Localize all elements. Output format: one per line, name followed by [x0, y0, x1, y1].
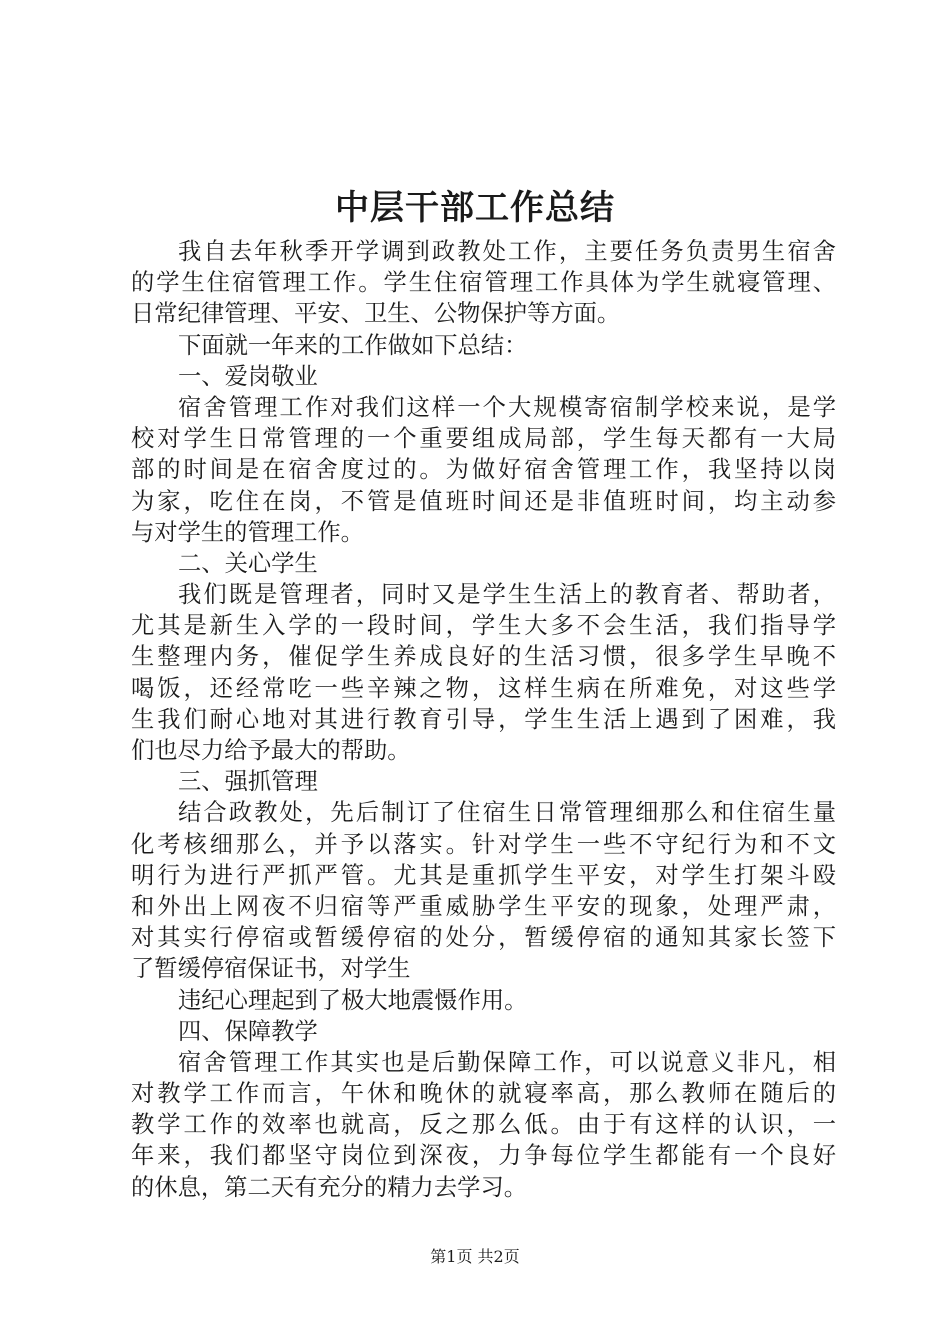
text-line: 我自去年秋季开学调到政教处工作，主要任务负责男生宿舍: [178, 238, 836, 265]
text-line: 对教学工作而言，午休和晚休的就寝率高，那么教师在随后的: [131, 1080, 836, 1108]
text-line: 年来，我们都坚守岗位到深夜，力争每位学生都能有一个良好: [131, 1142, 836, 1170]
text-line: 对其实行停宿或暂缓停宿的处分，暂缓停宿的通知其家长签下: [131, 924, 836, 952]
text-line: 教学工作的效率也就高，反之那么低。由于有这样的认识，一: [131, 1111, 836, 1139]
page-number-footer: 第1页 共2页: [430, 1247, 520, 1266]
text-line: 的学生住宿管理工作。学生住宿管理工作具体为学生就寝管理、: [131, 269, 836, 297]
text-line: 三、强抓管理: [178, 768, 318, 796]
text-line: 四、保障教学: [178, 1017, 318, 1045]
text-line: 明行为进行严抓严管。尤其是重抓学生平安，对学生打架斗殴: [131, 861, 836, 889]
text-line: 和外出上网夜不归宿等严重威胁学生平安的现象，处理严肃，: [131, 892, 836, 920]
text-line: 日常纪律管理、平安、卫生、公物保护等方面。: [131, 300, 621, 328]
text-line: 化考核细那么，并予以落实。针对学生一些不守纪行为和不文: [131, 830, 836, 858]
text-line: 校对学生日常管理的一个重要组成局部，学生每天都有一大局: [131, 425, 836, 453]
text-line: 为家，吃住在岗，不管是值班时间还是非值班时间，均主动参: [131, 487, 836, 515]
text-line: 结合政教处，先后制订了住宿生日常管理细那么和住宿生量: [178, 799, 836, 827]
document-body: [131, 236, 836, 1203]
text-line: 我们既是管理者，同时又是学生生活上的教育者、帮助者，: [178, 581, 836, 609]
text-line: 喝饭，还经常吃一些辛辣之物，这样生病在所难免，对这些学: [131, 674, 836, 702]
text-line: 部的时间是在宿舍度过的。为做好宿舍管理工作，我坚持以岗: [131, 456, 836, 484]
text-line: 宿舍管理工作其实也是后勤保障工作，可以说意义非凡，相: [178, 1048, 836, 1076]
text-line: 生我们耐心地对其进行教育引导，学生生活上遇到了困难，我: [131, 705, 836, 733]
text-line: 与对学生的管理工作。: [131, 518, 364, 546]
text-line: 一、爱岗敬业: [178, 362, 318, 390]
text-line: 二、关心学生: [178, 549, 318, 577]
text-line: 了暂缓停宿保证书，对学生: [131, 955, 411, 983]
text-line: 生整理内务，催促学生养成良好的生活习惯，很多学生早晚不: [131, 643, 836, 671]
text-line: 下面就一年来的工作做如下总结：: [178, 331, 528, 359]
text-line: 尤其是新生入学的一段时间，学生大多不会生活，我们指导学: [131, 612, 836, 640]
document-title: 中层干部工作总结: [335, 188, 615, 228]
text-line: 宿舍管理工作对我们这样一个大规模寄宿制学校来说，是学: [178, 393, 836, 421]
text-line: 的休息，第二天有充分的精力去学习。: [131, 1173, 528, 1201]
text-line: 们也尽力给予最大的帮助。: [131, 737, 411, 764]
text-line: 违纪心理起到了极大地震慑作用。: [178, 986, 528, 1014]
